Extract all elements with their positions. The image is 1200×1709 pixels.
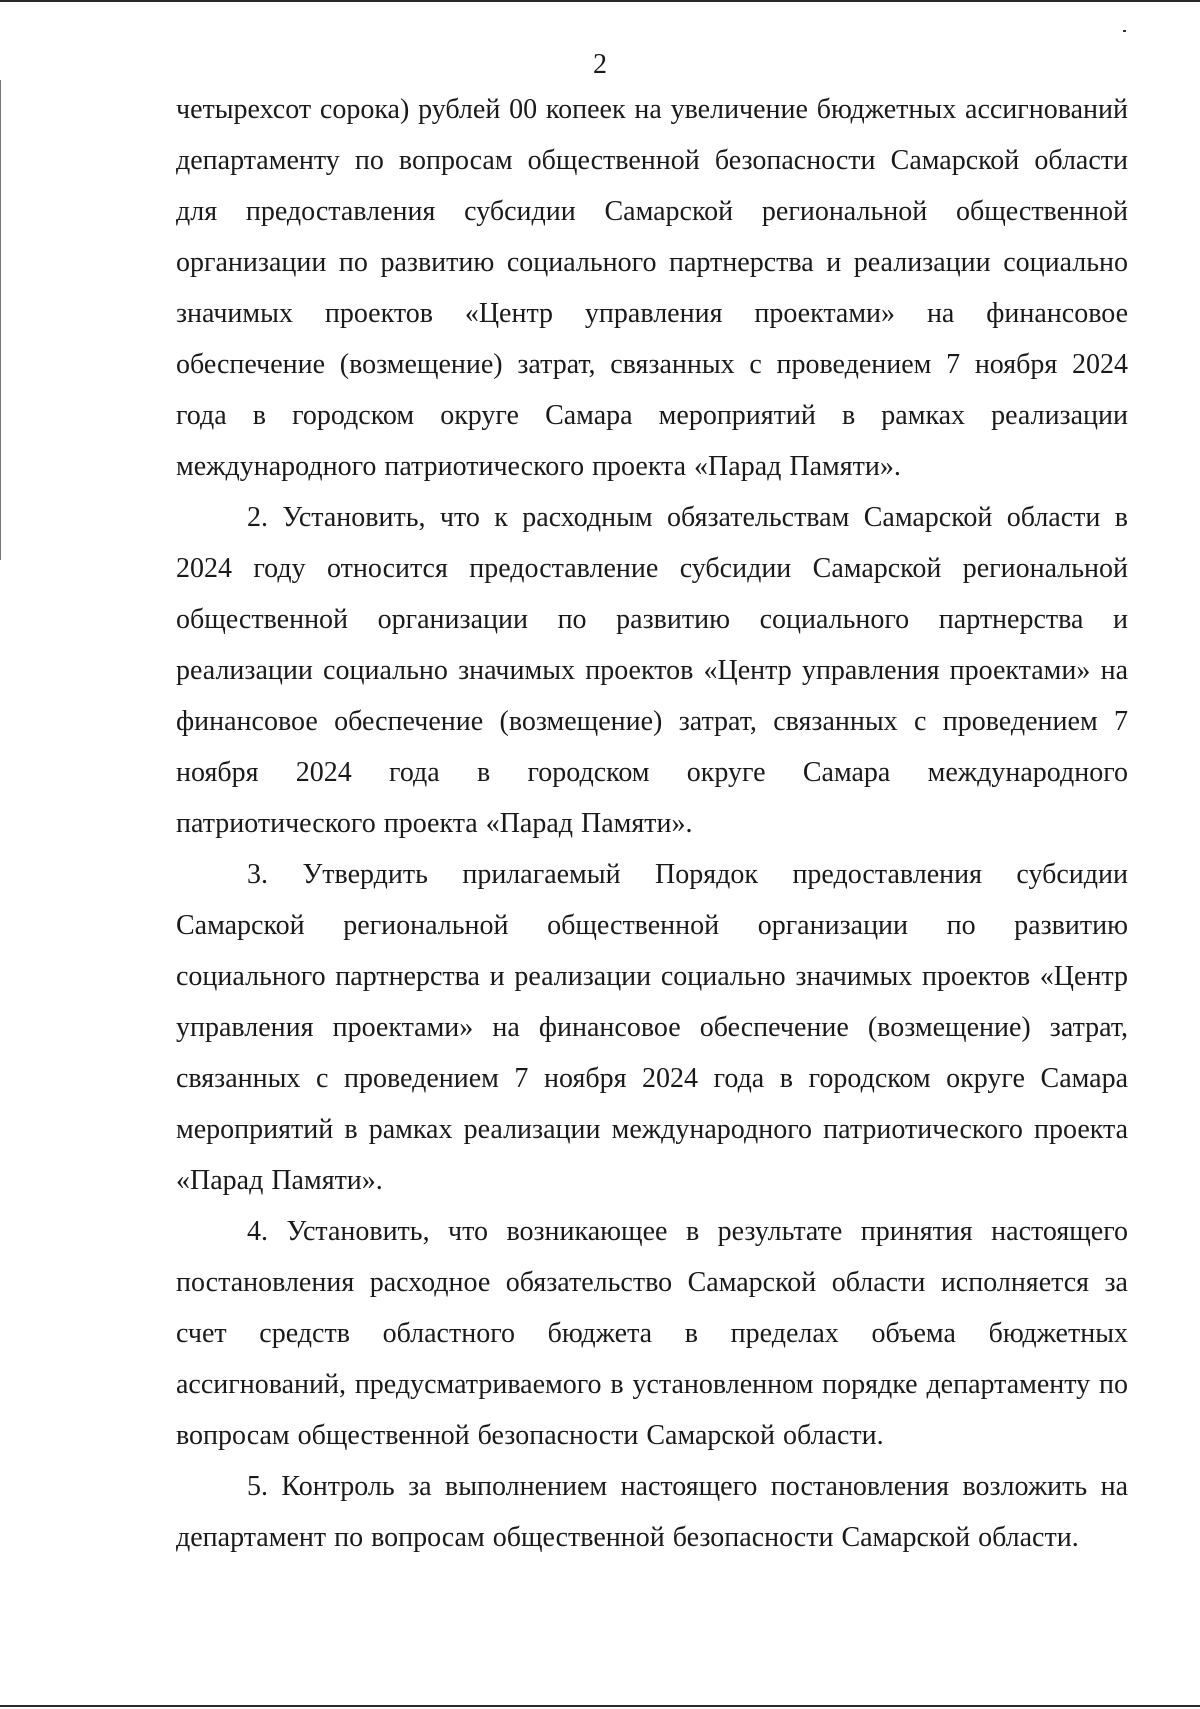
document-body [176, 84, 1128, 1563]
scan-bottom-edge [0, 1705, 1200, 1707]
paragraph-item-3: 3. Утвердить прилагаемый Порядок предоставления субсидии Самарской региональной общественной организации по развитию социального партнерства и реализации социально значимых проектов «Центр управления проектами» на финансовое обеспечение (возмещение) затрат, связанных с проведением 7 ноября 2024 года в городском округе Самара мероприятий в рамках реализации международного патриотического проекта «Парад Памяти». [176, 859, 1128, 1196]
paragraph-item-4: 4. Установить, что возникающее в результате принятия настоящего постановления расходное обязательство Самарской области исполняется за счет средств областного бюджета в пределах объема бюджетных ассигнований, предусматриваемого в установленном порядке департаменту по вопросам общественной безопасности Самарской области. [176, 1216, 1128, 1451]
page-number: 2 [593, 49, 607, 80]
scan-top-edge [0, 0, 1200, 2]
paragraph-item-5: 5. Контроль за выполнением настоящего постановления возложить на департамент по вопросам общественной безопасности Самарской области. [176, 1471, 1128, 1553]
paragraph-continuation: четырехсот сорока) рублей 00 копеек на увеличение бюджетных ассигнований департаменту по вопросам общественной безопасности Самарской области для предоставления субсидии Самарской региональной общественной организации по развитию социального партнерства и реализации социально значимых проектов «Центр управления проектами» на финансовое обеспечение (возмещение) затрат, связанных с проведением 7 ноября 2024 года в городском округе Самара мероприятий в рамках реализации международного патриотического проекта «Парад Памяти». [176, 94, 1128, 482]
paragraph-item-2: 2. Установить, что к расходным обязательствам Самарской области в 2024 году относится предоставление субсидии Самарской региональной общественной организации по развитию социального партнерства и реализации социально значимых проектов «Центр управления проектами» на финансовое обеспечение (возмещение) затрат, связанных с проведением 7 ноября 2024 года в городском округе Самара международного патриотического проекта «Парад Памяти». [176, 502, 1128, 839]
scan-speck [1123, 30, 1126, 32]
scan-left-edge [0, 80, 1, 560]
